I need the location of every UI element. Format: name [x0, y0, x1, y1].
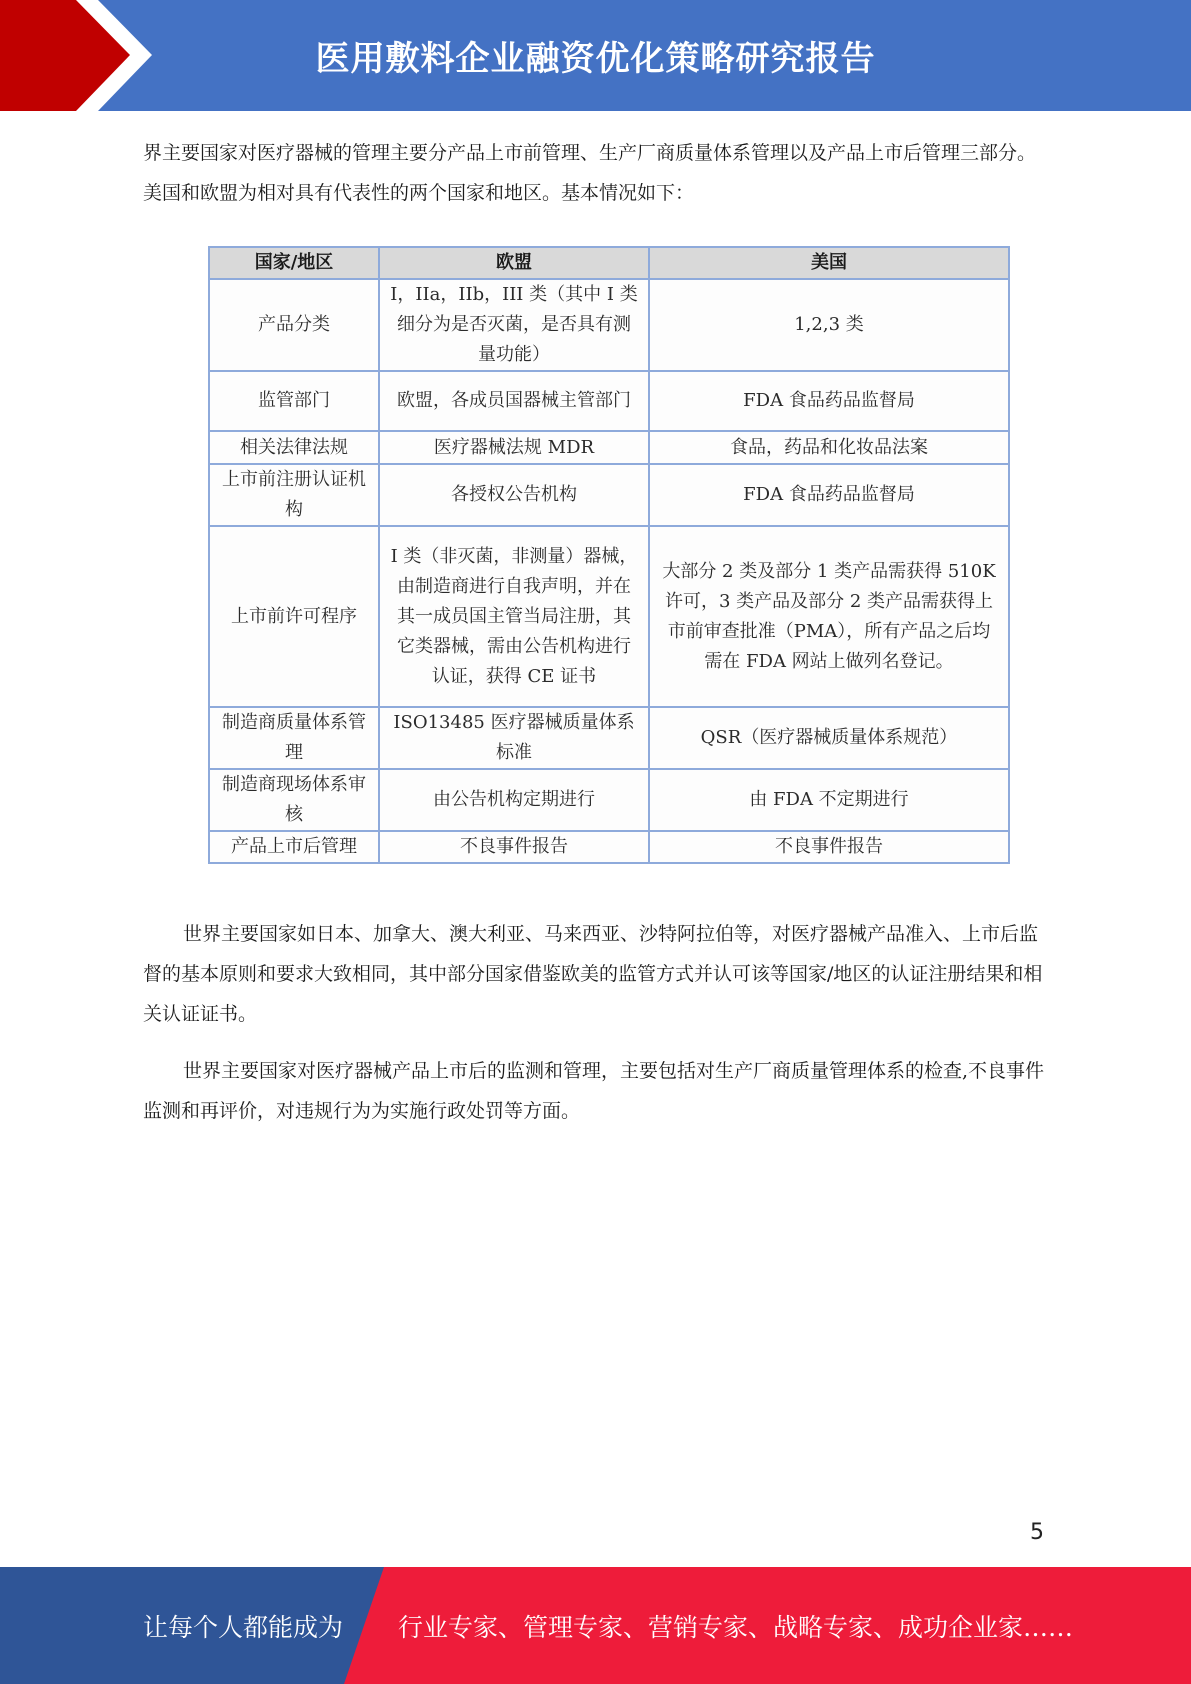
paragraph-post-market: 世界主要国家对医疗器械产品上市后的监测和管理，主要包括对生产厂商质量管理体系的检查,不良事件监测和再评价，对违规行为为实施行政处罚等方面。 — [143, 1060, 1045, 1122]
us-cell: 食品，药品和化妆品法案 — [649, 431, 1009, 464]
table-row — [209, 371, 1009, 431]
footer-banner — [0, 1567, 1191, 1684]
us-cell: 不良事件报告 — [649, 831, 1009, 863]
page-number: 5 — [1030, 1520, 1044, 1545]
table-row — [209, 526, 1009, 707]
table-row — [209, 707, 1009, 769]
intro-paragraph: 界主要国家对医疗器械的管理主要分产品上市前管理、生产厂商质量体系管理以及产品上市后管理三部分。美国和欧盟为相对具有代表性的两个国家和地区。基本情况如下： — [143, 142, 1037, 204]
table-row — [209, 464, 1009, 526]
us-cell: 大部分 2 类及部分 1 类产品需获得 510K 许可，3 类产品及部分 2 类产品需获得上市前审查批准（PMA），所有产品之后均需在 FDA 网站上做列名登记。 — [649, 526, 1009, 707]
paragraph-market-access: 世界主要国家如日本、加拿大、澳大利亚、马来西亚、沙特阿拉伯等，对医疗器械产品准入、上市后监督的基本原则和要求大致相同，其中部分国家借鉴欧美的监管方式并认可该等国家/地区的认证注册结果和相关认证证书。 — [143, 923, 1043, 1025]
us-cell: QSR（医疗器械质量体系规范） — [649, 707, 1009, 769]
row-label: 上市前注册认证机构 — [209, 464, 379, 526]
us-cell: FDA 食品药品监督局 — [649, 464, 1009, 526]
row-label: 监管部门 — [209, 371, 379, 431]
table-header-row — [209, 247, 1009, 279]
footer-slogan-left: 让每个人都能成为 — [143, 1612, 344, 1642]
table-row — [209, 431, 1009, 464]
us-cell: 由 FDA 不定期进行 — [649, 769, 1009, 831]
table-row — [209, 769, 1009, 831]
column-header-us: 美国 — [649, 247, 1009, 279]
row-label: 上市前许可程序 — [209, 526, 379, 707]
eu-cell: 由公告机构定期进行 — [379, 769, 649, 831]
row-label: 制造商质量体系管理 — [209, 707, 379, 769]
eu-cell: 欧盟，各成员国器械主管部门 — [379, 371, 649, 431]
regulation-comparison-table — [208, 246, 1008, 864]
column-header-region: 国家/地区 — [209, 247, 379, 279]
us-cell: FDA 食品药品监督局 — [649, 371, 1009, 431]
eu-cell: ISO13485 医疗器械质量体系标准 — [379, 707, 649, 769]
page-title: 医用敷料企业融资优化策略研究报告 — [315, 39, 876, 79]
row-label: 产品分类 — [209, 279, 379, 371]
eu-cell: 各授权公告机构 — [379, 464, 649, 526]
table-row — [209, 279, 1009, 371]
column-header-eu: 欧盟 — [379, 247, 649, 279]
table-row — [209, 831, 1009, 863]
eu-cell: 不良事件报告 — [379, 831, 649, 863]
eu-cell: I 类（非灭菌，非测量）器械，由制造商进行自我声明，并在其一成员国主管当局注册，其它类器械，需由公告机构进行认证，获得 CE 证书 — [379, 526, 649, 707]
footer-slogan-right: 行业专家、管理专家、营销专家、战略专家、成功企业家…… — [398, 1612, 1074, 1642]
row-label: 产品上市后管理 — [209, 831, 379, 863]
eu-cell: 医疗器械法规 MDR — [379, 431, 649, 464]
eu-cell: I，IIa，IIb，III 类（其中 I 类细分为是否灭菌，是否具有测量功能） — [379, 279, 649, 371]
row-label: 制造商现场体系审核 — [209, 769, 379, 831]
us-cell: 1,2,3 类 — [649, 279, 1009, 371]
row-label: 相关法律法规 — [209, 431, 379, 464]
